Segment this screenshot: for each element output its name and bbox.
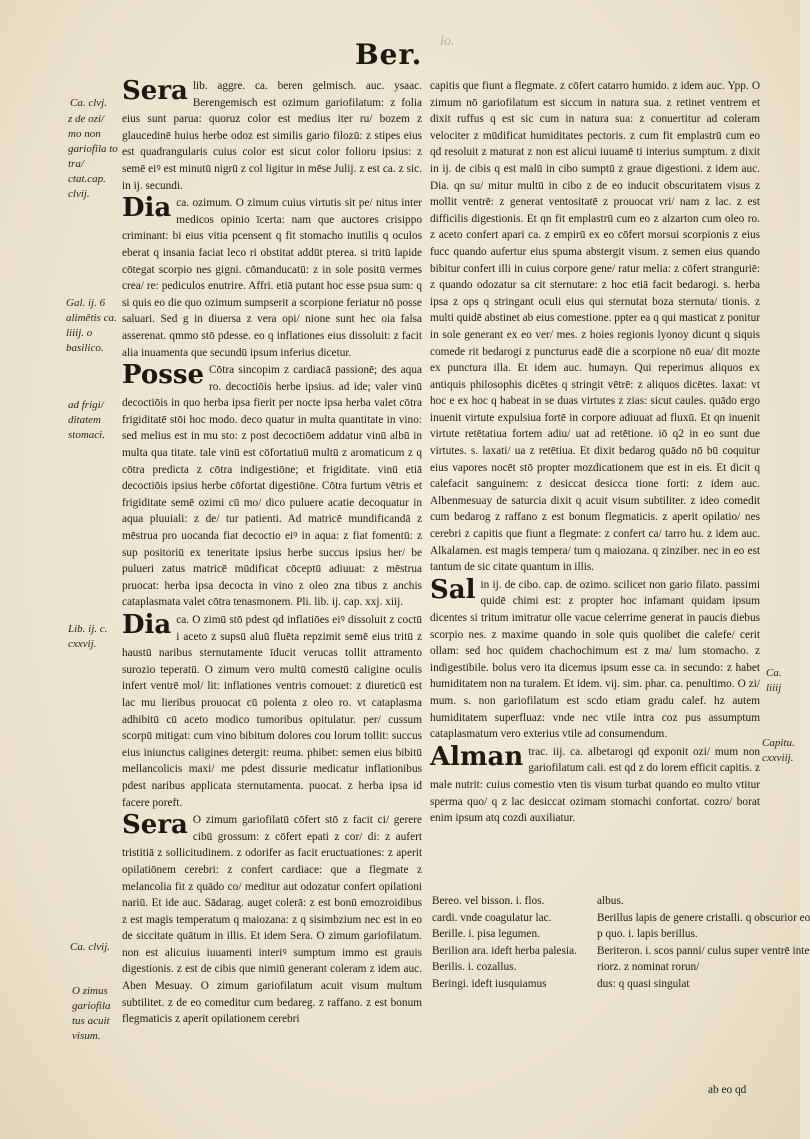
- margin-note-2: z de ozi/ mo non gariofila to tra/ ctat.cap. clvij.: [68, 113, 118, 200]
- margin-note-8: Ca. liiij: [766, 667, 782, 694]
- list-item: albus.: [597, 895, 624, 907]
- list-item: riorz. z nominat rorun/: [597, 961, 700, 974]
- paragraph-text: ca. O zimū stō pdest qd inflatiōes eiꝰ dissoluit z coctū i aceto z supsū aluū fluēta repzimit semē eius tritū z haustū naribus sternutamente īducit verucas tollit attramento surozio teperatū. O zimum vero multū comestū caligine oculis infert ventrē mol/ lit: inflationes ventris comouet: z diureticū est lac mu lieribus prouocat cū polenta z oleo ro. vt cataplasma adhibitū cū aceto modico tumoribus opitulatur. per/ cussum scorpū mitigat: cum vino bibitum dolores cou lorum tollit: succus eius iniunctus caligines detergit: reuma. phibet: semen eius bibitū mellancolicis maxi/ me pdest dissurie medicatur inflationibus pdest naribus applicata sternutamenta. puocat. z herba ipsa id facere poreft.: [122, 614, 422, 809]
- initial-sera: Sera: [122, 810, 188, 841]
- list-item: dus: q quasi singulat: [597, 977, 690, 990]
- margin-note-5: Lib. ij. c. cxxvij.: [68, 623, 108, 650]
- initial-dia: Dia: [122, 193, 172, 224]
- list-item: Berille. i. pisa legumen.: [432, 928, 540, 941]
- paragraph-sera-2: [122, 812, 422, 1028]
- paragraph-text: trac. iij. ca. albetarogi qd exponit ozi/ mum non gariofilatum cali. est qd z do lorem efficit capitis. z male nutrit: cuius comestio vten tis visum turbat quando eo multo vtitur sperma quo/ q z lac desiccat ozimam stomachi confortat. cozro/ borat enim ipsum atq cozdi auxiliatur.: [430, 745, 760, 825]
- paragraph-text: O zimum gariofilatū cōfert stō z facit ci/ gerere cibū grossum: z cōfert epati z cor/ di: z aufert tristitiā z sollicitudinem. z odorifer as facit eructuationes: z aperit opilatiōnem cerebri: z confert cardiace: que a flegmate z melancolia fit z quādo co/ meditur aut odozatur confert opilationi nariū. Et ide auc. Sādarag. auget colerā: z est bonū emozroidibus z est magis temperatum q maiozana: z q sisimbzium nec est in eo de siccitate quātum in illis. Et idem Sera. O zimum gariofilatum. non est alicuius iuuamenti interiꝰ sumptum immo est grauis digestionis. z est de cibis que nimiū generant coleram z idem auc. Aben Mesuay. O zimum gariofilatum acuit visum multum subtilitet. z de eo comeditur cum bedareg. z raffano. z est bonum flegmaticis z aperit opilationem cerebri: [122, 814, 422, 1026]
- list-item: p quo. i. lapis berillus.: [597, 928, 698, 941]
- initial-alman: Alman: [430, 741, 524, 772]
- paragraph-text: lib. aggre. ca. beren gelmisch. auc. ysaac. Berengemisch est ozimum gariofilatum: z folia eius sunt parua: quoruz color est medius iter ru/ bozem z glaucedinē huius herbe odoz est similis gario filozū: z stipes eius est quadrangularis cuius color est sicut color folioru ipsius: z semē eiꝰ est minutū nigrū z col ligitur in mēse Julij. z est ca. z sic. in ij. secundi.: [122, 80, 422, 192]
- list-item: Berilis. i. cozallus.: [432, 961, 517, 974]
- list-item: Beriteron. i. scos panni/ culus super ventrē inte: [597, 944, 810, 957]
- margin-note-9: Capitu. cxxviij.: [762, 737, 795, 764]
- initial-gal: Sal: [430, 574, 476, 605]
- margin-note-3: Gal. ij. 6 alimētis ca. liiij. o basilico.: [66, 297, 117, 354]
- paragraph-sera-1: [122, 78, 422, 194]
- page-header-title: Ber.: [355, 38, 423, 71]
- initial-posse: Posse: [122, 360, 205, 391]
- paragraph-posse: [122, 362, 422, 611]
- paragraph-text: capitis que fiunt a flegmate. z cōfert catarro humido. z idem auc. Ypp. O zimum nō gariofilatum est siccum in natura sua. z retinet ventrem et dixit ruffus q est sic cum in natura sua: z conuertitur ad coleram velociter z mūdificat humiditates pectoris. z cum fit emplastrū cum eo qd resoluit z maturat z non est alicui iuuamē ti interius sumptum. z dixit in ij. de cibis q est malū in cibo sumptū z graue digestioni. z idem auc. Dia. qn su/ mitur multū in cibo z de eo inducit obscuritatem visus z mollit ventrē: z generat ventositatē z prouocat vri/ nam z lac. z est difficilis digestionis. Et qn fit emplastrū cum eo z alzarton cum oleo ro. z aceto confert apari ca. z empirū ex eo cōfert morsui scorpionis z eius fucc quando aufertur eius spuma abstergit visum. z semen eius quando bibitur confert illi in cuius corpore gene/ ratur melia: z cōfert stranguriē: z quando odozatur sa cit sternutare: z hoc etiā facit bedarogi. s. herba ipsa z ops q stringant oculi eius qui sternutat boza sternuta/ tionis. z multi quidē abstinet ab eius comestione. ppter ea q qui masticat z ponitur in sole generant ex eo ver/ mes. z hoies regionis lyonoy dicunt q siquis comede rit bedarogi z puncturus eadē die a scorpione nō eua/ dit mozte ex punctura illa. Et idem auc. humayn. Qui reperimus aliquos ex antiquis philosophis dicētes q stringit vētrē: z aliquos dicētes. laxat: vt hoc e ex hoc q habeat in se duas virtutes z zias: sicut caules. quādo ergo inuenit virtute expulsiua fortē in corpore adiuuat ad fluxū. Et qn inuenit virtute retētatiua fortem adiu/ uat ad retētione. iō q2 in eo sunt due virtutes. s. laxati/ ua z retētiua. Et dixit bedarog quādo nō bū coquitur eius vapores nocēt stō propter mozdicationem que est in eis. Et dicit q calefacit sanguinem: z desiccat desicca tione forti: z idem auc. Albenmesuay de saturcia dixit q acuit visum subtiliter. z ideo comedit cum bedarog z raffano z est bonum flegmaticis. z aperit opilatio/ nes cerebri z capitis que fiunt a flegmate: z confert ca/ tarro hu. z idem auc. Alkalamen. est magis tempera/ tum q maiozana. q zinziber. nec in eo est tantum de sic citate quantum in illis.: [430, 80, 760, 574]
- list-item: Berillus lapis de genere cristalli. q obscurior eo: [597, 911, 810, 924]
- paragraph-dia-1: [122, 195, 422, 361]
- list-item: Beringi. ideft iusquiamus: [432, 977, 547, 990]
- paragraph-text: ca. ozimum. O zimum cuius virtutis sit pe/ nitus inter medicos opinio īcerta: nam que auctores crisippo criminant: bi eius vitia pcensent q fit stomacho inutilis q oculos eberat q insania faciat leco ri obstitat addūt pterea. si tritū lapide cōtegat scorpio nes gigni. cōmanducatū: z in sole positū vermes crea/ re: pediculos enutrire. Affri. etiā putant hoc esse psua sum: q si quis eo die quo ozimum sumpserit a scorpione feriatur nō posse saluari. Sed g in diuersa z vera opi/ nione sunt hec oia falsa asserenat. qmmo stō pdesse. eo q inflationes eius dissoluit: z facit alia inuamenta que secundū ipsum inferius dicetur.: [122, 197, 422, 359]
- list-item: Berilion ara. ideft herba palesia.: [432, 944, 577, 957]
- margin-note-6: Ca. clvij.: [70, 941, 111, 953]
- paragraph-dia-2: [122, 612, 422, 811]
- catchword: ab eo qd: [708, 1084, 747, 1096]
- paragraph-alman: [430, 741, 760, 827]
- paragraph-continuation: [430, 78, 760, 576]
- margin-note-7: O zimus gariofila tus acuit visum.: [72, 985, 111, 1042]
- paragraph-text: in ij. de cibo. cap. de ozimo. scilicet non gario filato. passimi quidē chimi est: z propter hoc infamant quidam ipsum dicentes si tritum imitratur olle vacue celerrime generat in paucis diebus scorpio nes. z maxime quando in sole quis quolibet die calefe/ cerit ollam: sed hoc quidem chachochimum est z ma/ lum stomacho. z indigestibile. bolus vero ita dicemus ipsum esse ca. in secundo: z habet humiditatem non na turalem. Et idem. vij. sim. phar. ca. penultimo. O zi/ mum. s. non gariofilatum est scdo etiam gradu calef. hz autem humiditatem superfluaz: vnde nec vtile intra coz pus assumptum cataplasmatum vero exterius vtile ad consumendum.: [430, 578, 760, 741]
- initial-sera: Sera: [122, 76, 188, 106]
- glossary-list: [432, 893, 810, 993]
- initial-dia: Dia: [122, 610, 172, 640]
- paragraph-gal: [430, 574, 760, 743]
- paragraph-text: Cōtra sincopim z cardiacā passionē; des aqua ro. decoctiōis herbe ipsius. ad ide; valer vinū decoctiōis in quo herba ipsa fierit per nocte ipsa herba valet cōtra frigiditatē stōi hoc modo. deco quatur in multa quantitate in vino: sed melius est in mu sto: z post decoctiōem addatur vinū albū in multa qua titate. tale vinū est cōfortatiuū multū z aromaticum z q cōtra predicta z cōtra indigestiōne; et frigiditate. vinū etiā decoctiōis ipsius herbe cōfortat digestiōne. Cōtra furtum vētris et frigiditate semē ozimi cū mo/ dico puluere acatie decoquatur in aqua pluuiali: z de/ tur patienti. Ad matricē mundificandā z mēstrua pro uocanda fiat decoctio eiꝰ in aqua: z fiat fomentū: z sup positoriū ex teneritate ipsius herbe succus ipsius her/ be pulueri zatus matricē mūdificat cōceptū adiuuat: z mēstrua pruocat: herba ipsa decocta in vino z oleo zna tibus z anchis cataplasmata valet cōtra tenasmonem. Pli. lib. ij. cap. xxj. xiij.: [122, 364, 422, 609]
- list-item: cardi. vnde coagulatur lac.: [432, 911, 552, 924]
- right-text-column: [430, 78, 760, 827]
- margin-note-4: ad frigi/ ditatem stomaci.: [68, 399, 105, 441]
- left-text-column: [122, 78, 422, 1028]
- list-item: Bereo. vel bisson. i. flos.: [432, 895, 545, 907]
- margin-note-1: Ca. clvj.: [70, 97, 107, 109]
- header-bleedthrough-mark: lo.: [440, 34, 455, 49]
